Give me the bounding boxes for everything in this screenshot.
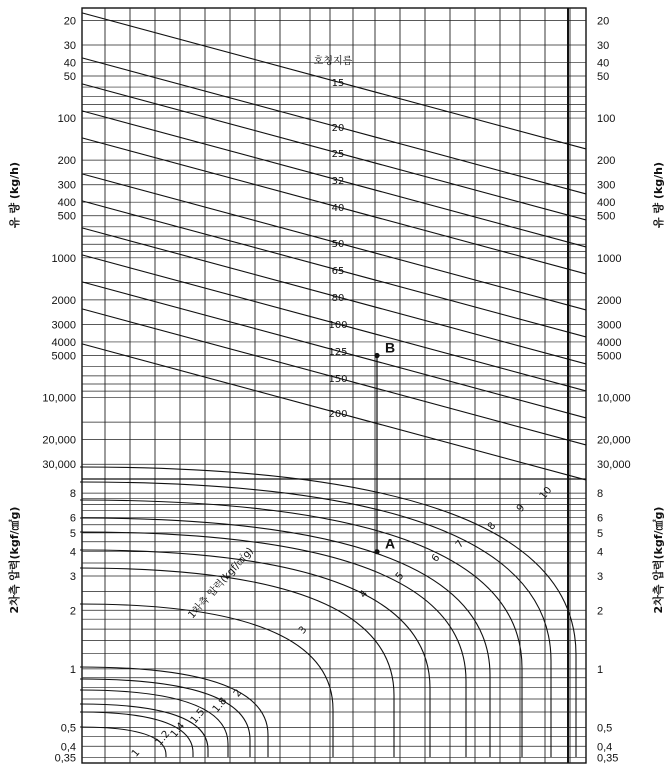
y-tick-label-flow-left: 20 [63, 15, 76, 28]
nominal-diameter-label: 호칭지름 [313, 56, 353, 67]
y-tick-label-pressure-left: 3 [69, 571, 76, 584]
diameter-label-200: 200 [328, 409, 348, 420]
y-tick-label-pressure-left: 0,35 [54, 752, 76, 765]
y-tick-label-flow-right: 5000 [597, 350, 622, 363]
pressure-label-4: 4 [357, 588, 371, 601]
y-tick-label-flow-right: 40 [597, 57, 610, 70]
diameter-label-65: 65 [331, 266, 345, 277]
annotation-label-B: B [385, 339, 396, 356]
pressure-label-7: 7 [453, 538, 467, 551]
plot-frame [82, 8, 586, 763]
y-tick-label-flow-left: 500 [57, 210, 76, 223]
diameter-label-15: 15 [331, 78, 345, 89]
y-tick-label-pressure-left: 1 [69, 663, 76, 676]
pressure-curve-3 [80, 604, 333, 760]
diameter-label-150: 150 [328, 374, 348, 385]
pressure-label-1.5: 1.5 [188, 706, 208, 727]
y-tick-label-flow-left: 400 [57, 197, 76, 210]
grid-lines [82, 8, 586, 763]
point-B [374, 353, 379, 358]
y-tick-label-flow-right: 100 [597, 113, 616, 126]
y-tick-label-flow-right: 10,000 [597, 392, 631, 405]
y-tick-label-pressure-left: 6 [69, 512, 76, 525]
y-tick-label-flow-left: 3000 [51, 319, 76, 332]
y-tick-label-flow-left: 30,000 [42, 459, 76, 472]
y-tick-label-flow-right: 30 [597, 40, 610, 53]
diameter-label-80: 80 [331, 293, 345, 304]
y-tick-label-pressure-left: 0,5 [60, 722, 76, 735]
y-tick-label-flow-right: 20,000 [597, 434, 631, 447]
y-tick-label-flow-left: 1000 [51, 252, 76, 265]
inlet-pressure-label: 1차측 압력(kgf/㎠g) [186, 545, 256, 621]
diameter-label-20: 20 [331, 123, 345, 134]
y-axis-label-outlet-pressure-right: 2차측 압력(kgf/㎠g) [652, 506, 665, 614]
pressure-label-8: 8 [485, 520, 499, 533]
diameter-label-25: 25 [331, 149, 345, 160]
y-tick-label-pressure-left: 8 [69, 488, 76, 501]
y-tick-label-flow-left: 10,000 [42, 392, 76, 405]
y-tick-label-flow-right: 2000 [597, 294, 622, 307]
y-tick-label-flow-left: 2000 [51, 294, 76, 307]
y-tick-label-pressure-left: 5 [69, 527, 76, 540]
diameter-label-100: 100 [328, 320, 348, 331]
y-tick-label-pressure-left: 4 [69, 546, 76, 559]
y-axis-label-flow-right: 유 량 (kg/h) [652, 161, 665, 229]
pressure-label-1.2: 1.2 [153, 728, 173, 749]
y-tick-label-pressure-right: 4 [597, 546, 604, 559]
y-tick-label-pressure-right: 0,4 [597, 741, 613, 754]
pressure-curve-1.5 [80, 690, 228, 760]
y-tick-label-pressure-right: 2 [597, 605, 604, 618]
pressure-label-1: 1 [129, 747, 143, 760]
y-tick-label-pressure-right: 0,35 [597, 752, 619, 765]
pressure-label-9: 9 [514, 502, 528, 515]
y-tick-label-flow-right: 50 [597, 71, 610, 84]
y-tick-label-flow-right: 300 [597, 179, 616, 192]
y-tick-label-flow-right: 3000 [597, 319, 622, 332]
annotations [374, 339, 395, 554]
y-tick-label-flow-right: 4000 [597, 336, 622, 349]
y-axis-label-outlet-pressure-left: 2차측 압력(kgf/㎠g) [8, 506, 21, 614]
y-tick-label-flow-left: 5000 [51, 350, 76, 363]
pressure-label-1.8: 1.8 [210, 695, 230, 716]
y-tick-label-flow-left: 20,000 [42, 434, 76, 447]
diameter-label-50: 50 [331, 239, 345, 250]
y-tick-label-flow-right: 400 [597, 197, 616, 210]
pressure-curve-1 [80, 727, 166, 760]
y-tick-label-flow-left: 200 [57, 155, 76, 168]
y-tick-label-flow-left: 100 [57, 113, 76, 126]
pressure-curve-4 [80, 568, 394, 760]
y-tick-label-flow-left: 300 [57, 179, 76, 192]
y-tick-label-flow-right: 1000 [597, 252, 622, 265]
pressure-label-6: 6 [429, 552, 443, 565]
y-tick-label-pressure-right: 6 [597, 512, 604, 525]
y-tick-label-flow-right: 20 [597, 15, 610, 28]
diameter-label-32: 32 [331, 176, 345, 187]
diameter-label-125: 125 [328, 347, 348, 358]
y-tick-label-flow-right: 500 [597, 210, 616, 223]
pressure-label-3: 3 [296, 624, 310, 637]
diameter-label-40: 40 [331, 203, 345, 214]
y-tick-label-flow-right: 200 [597, 155, 616, 168]
y-tick-label-flow-left: 30 [63, 40, 76, 53]
y-tick-label-pressure-left: 0,4 [60, 741, 76, 754]
y-tick-label-pressure-right: 1 [597, 663, 604, 676]
y-tick-label-flow-left: 4000 [51, 336, 76, 349]
y-tick-label-flow-left: 50 [63, 71, 76, 84]
y-tick-label-pressure-right: 8 [597, 488, 604, 501]
y-tick-label-flow-right: 30,000 [597, 459, 631, 472]
pressure-label-1.4: 1.4 [168, 720, 188, 741]
pressure-label-5: 5 [393, 570, 407, 583]
y-tick-label-pressure-right: 0,5 [597, 722, 613, 735]
y-axis-label-flow-left: 유 량 (kg/h) [8, 161, 21, 229]
annotation-label-A: A [385, 535, 396, 552]
y-tick-label-pressure-left: 2 [69, 605, 76, 618]
y-tick-label-pressure-right: 5 [597, 527, 604, 540]
point-A [374, 549, 379, 554]
y-tick-label-flow-left: 40 [63, 57, 76, 70]
pressure-label-2: 2 [231, 687, 245, 700]
y-tick-label-pressure-right: 3 [597, 571, 604, 584]
pressure-label-10: 10 [537, 484, 555, 502]
